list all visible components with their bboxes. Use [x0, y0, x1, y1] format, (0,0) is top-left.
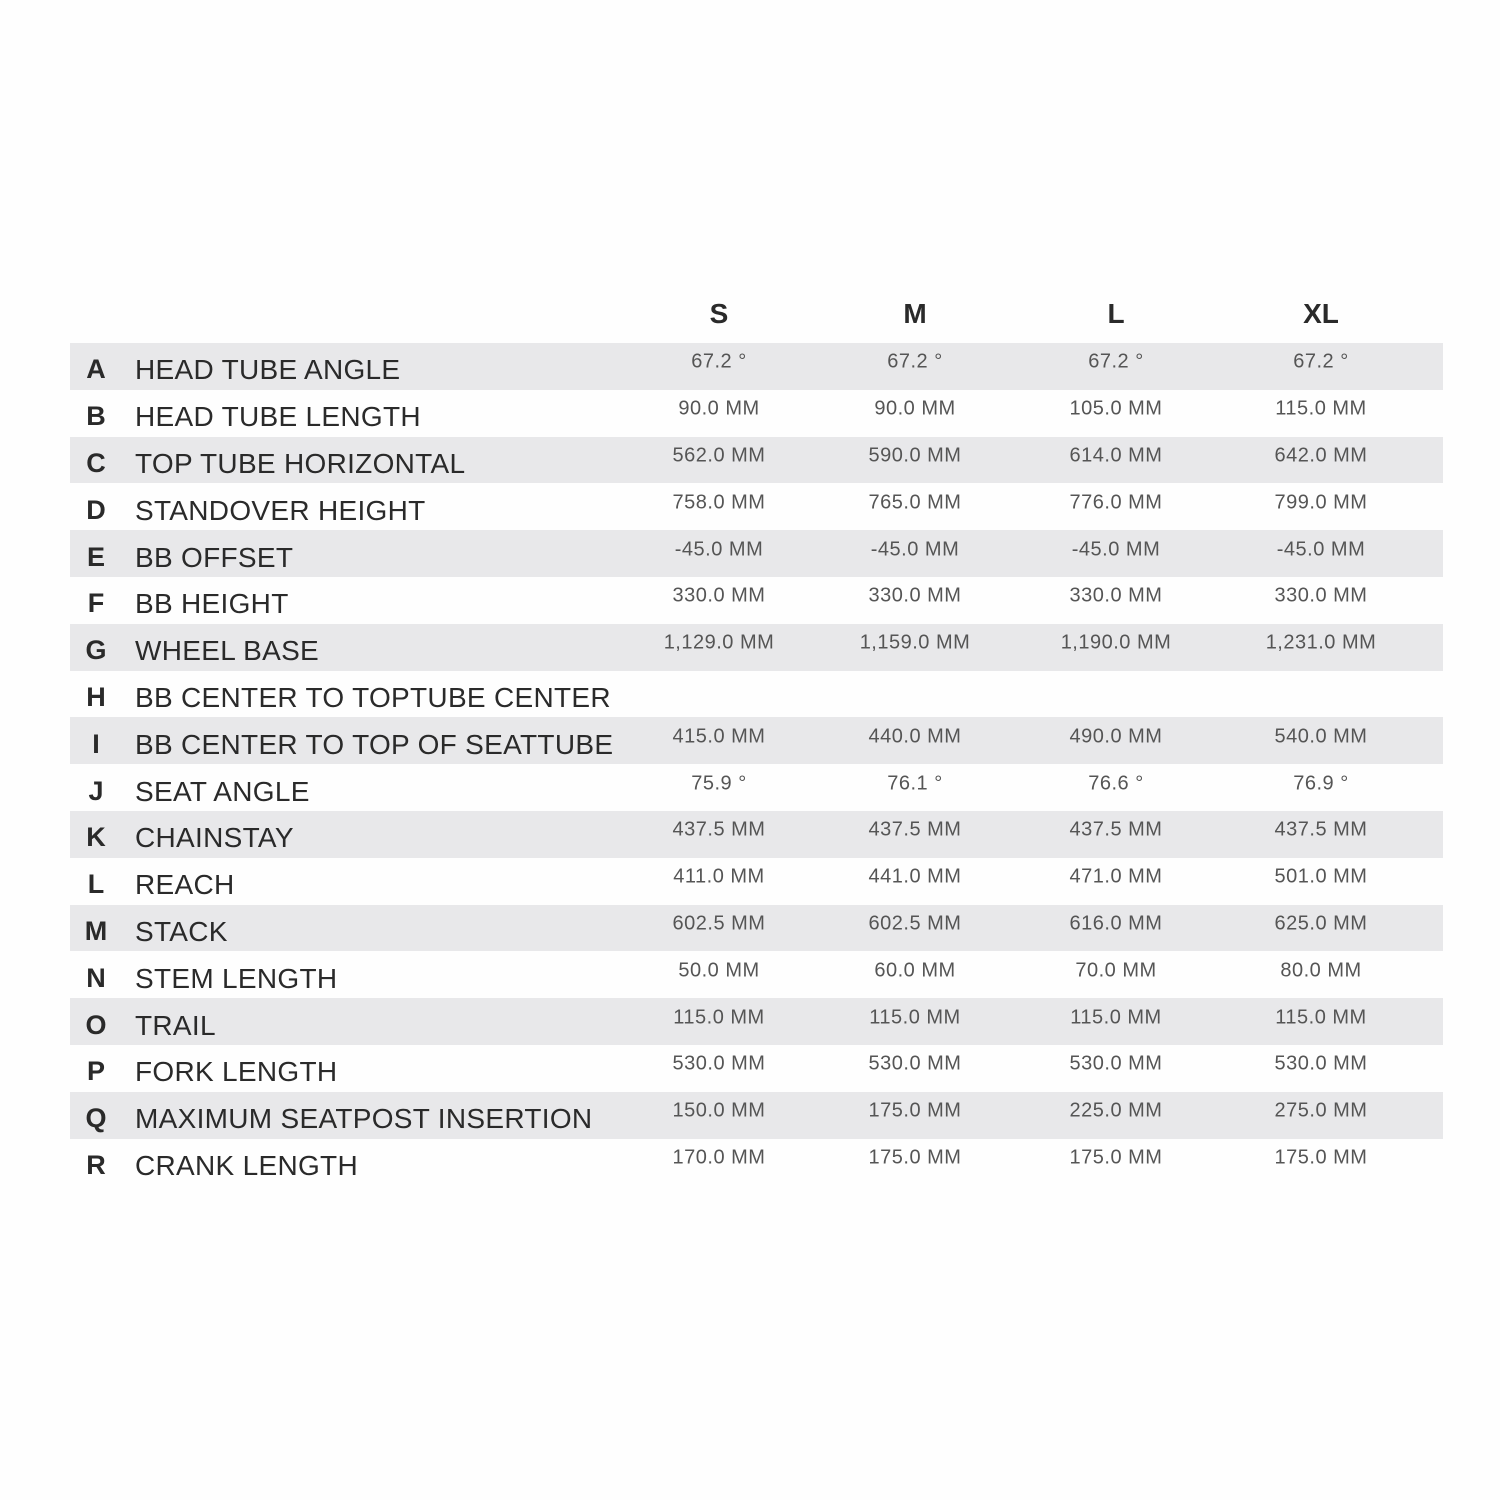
row-value-l: 490.0 MM [1069, 725, 1163, 748]
table-row [70, 343, 1443, 390]
row-label: REACH [135, 868, 235, 900]
row-value-l: 471.0 MM [1069, 865, 1163, 888]
row-value-xl: 330.0 MM [1274, 584, 1368, 607]
table-row [70, 811, 1443, 858]
row-value-xl: 799.0 MM [1274, 491, 1368, 514]
row-letter: N [86, 962, 106, 993]
row-letter: A [86, 354, 106, 385]
row-value-xl: 642.0 MM [1274, 444, 1368, 467]
row-value-s: 115.0 MM [673, 1005, 765, 1028]
row-letter: J [88, 775, 104, 806]
row-value-m: 175.0 MM [868, 1146, 962, 1169]
row-label: STEM LENGTH [135, 962, 338, 994]
row-letter: D [86, 495, 106, 526]
row-value-xl: 625.0 MM [1274, 912, 1368, 935]
geometry-table [70, 290, 1443, 1185]
row-letter: O [85, 1009, 107, 1040]
row-value-m: 530.0 MM [868, 1052, 962, 1075]
size-header-row [70, 290, 1443, 343]
row-value-xl: 67.2 ° [1293, 350, 1349, 373]
row-value-l: 67.2 ° [1088, 350, 1144, 373]
row-letter: G [85, 635, 107, 666]
row-letter: K [86, 822, 106, 853]
size-header-m: M [903, 298, 927, 329]
row-value-m: 175.0 MM [868, 1099, 962, 1122]
row-value-l: 70.0 MM [1075, 959, 1157, 982]
row-value-l: 776.0 MM [1069, 491, 1163, 514]
row-value-xl: 115.0 MM [1275, 1005, 1367, 1028]
row-value-l: 616.0 MM [1069, 912, 1163, 935]
row-value-s: 170.0 MM [672, 1146, 766, 1169]
row-label: BB CENTER TO TOPTUBE CENTER [135, 681, 611, 713]
row-letter: B [86, 401, 106, 432]
row-value-l: 614.0 MM [1069, 444, 1163, 467]
row-value-s: -45.0 MM [674, 537, 764, 560]
row-value-xl: 80.0 MM [1280, 959, 1362, 982]
row-value-m: 441.0 MM [868, 865, 962, 888]
row-label: CHAINSTAY [135, 822, 294, 854]
row-value-xl: 501.0 MM [1274, 865, 1368, 888]
row-value-s: 50.0 MM [678, 959, 760, 982]
row-value-s: 150.0 MM [672, 1099, 766, 1122]
table-row [70, 1092, 1443, 1139]
row-value-s: 437.5 MM [672, 818, 766, 841]
row-value-xl: 437.5 MM [1274, 818, 1368, 841]
row-value-s: 602.5 MM [672, 912, 766, 935]
row-value-l: 1,190.0 MM [1060, 631, 1172, 654]
table-row [70, 951, 1443, 998]
table-row [70, 858, 1443, 905]
row-value-l: 530.0 MM [1069, 1052, 1163, 1075]
row-value-xl: 76.9 ° [1293, 771, 1349, 794]
row-label: TRAIL [135, 1009, 216, 1041]
row-value-m: 602.5 MM [868, 912, 962, 935]
row-value-s: 1,129.0 MM [663, 631, 775, 654]
row-value-m: 115.0 MM [869, 1005, 961, 1028]
table-row [70, 1139, 1443, 1186]
row-value-l: 76.6 ° [1088, 771, 1144, 794]
row-value-s: 411.0 MM [673, 865, 765, 888]
size-header-s: S [709, 298, 729, 329]
row-value-l: 330.0 MM [1069, 584, 1163, 607]
table-row [70, 624, 1443, 671]
size-header-l: L [1107, 298, 1125, 329]
row-value-m: 590.0 MM [868, 444, 962, 467]
row-value-s: 75.9 ° [691, 771, 747, 794]
row-value-xl: -45.0 MM [1276, 537, 1366, 560]
table-row [70, 764, 1443, 811]
row-value-l: -45.0 MM [1071, 537, 1161, 560]
table-row [70, 1045, 1443, 1092]
row-letter: L [87, 869, 105, 900]
row-label: TOP TUBE HORIZONTAL [135, 447, 466, 479]
row-value-xl: 540.0 MM [1274, 725, 1368, 748]
row-label: WHEEL BASE [135, 635, 320, 667]
size-header-xl: XL [1303, 298, 1339, 329]
table-row [70, 530, 1443, 577]
row-label: SEAT ANGLE [135, 775, 310, 807]
row-value-m: 1,159.0 MM [859, 631, 971, 654]
row-letter: F [87, 588, 105, 619]
row-label: CRANK LENGTH [135, 1149, 358, 1181]
table-row [70, 483, 1443, 530]
table-row [70, 390, 1443, 437]
row-value-l: 225.0 MM [1069, 1099, 1163, 1122]
table-row [70, 998, 1443, 1045]
row-value-xl: 530.0 MM [1274, 1052, 1368, 1075]
row-label: BB OFFSET [135, 541, 294, 573]
row-letter: P [86, 1056, 105, 1087]
row-value-m: 437.5 MM [868, 818, 962, 841]
row-value-m: 330.0 MM [868, 584, 962, 607]
row-label: FORK LENGTH [135, 1056, 338, 1088]
row-label: BB HEIGHT [135, 588, 289, 620]
row-letter: C [86, 448, 106, 479]
row-value-m: 60.0 MM [874, 959, 956, 982]
row-value-s: 415.0 MM [672, 725, 766, 748]
row-value-l: 437.5 MM [1069, 818, 1163, 841]
row-letter: M [84, 916, 108, 947]
row-value-s: 758.0 MM [672, 491, 766, 514]
table-body [70, 343, 1443, 1185]
row-value-xl: 115.0 MM [1275, 397, 1367, 420]
table-row [70, 437, 1443, 484]
table-row [70, 671, 1443, 718]
row-value-s: 90.0 MM [678, 397, 760, 420]
row-label: HEAD TUBE ANGLE [135, 354, 401, 386]
row-value-s: 562.0 MM [672, 444, 766, 467]
row-value-xl: 175.0 MM [1274, 1146, 1368, 1169]
row-letter: R [86, 1150, 106, 1181]
row-value-m: 90.0 MM [874, 397, 956, 420]
row-letter: Q [85, 1103, 107, 1134]
row-value-m: -45.0 MM [870, 537, 960, 560]
table-row [70, 905, 1443, 952]
row-value-m: 67.2 ° [887, 350, 943, 373]
row-value-m: 765.0 MM [868, 491, 962, 514]
row-label: STANDOVER HEIGHT [135, 494, 426, 526]
row-value-s: 530.0 MM [672, 1052, 766, 1075]
row-value-l: 105.0 MM [1069, 397, 1163, 420]
row-label: STACK [135, 915, 228, 947]
row-letter: I [92, 728, 100, 759]
row-value-s: 67.2 ° [691, 350, 747, 373]
row-letter: E [86, 541, 105, 572]
row-label: BB CENTER TO TOP OF SEATTUBE [135, 728, 614, 760]
row-label: HEAD TUBE LENGTH [135, 401, 421, 433]
row-value-l: 175.0 MM [1069, 1146, 1163, 1169]
table-row [70, 577, 1443, 624]
row-letter: H [86, 682, 106, 713]
table-row [70, 717, 1443, 764]
row-value-xl: 1,231.0 MM [1265, 631, 1377, 654]
row-value-l: 115.0 MM [1070, 1005, 1162, 1028]
row-value-m: 76.1 ° [887, 771, 943, 794]
row-label: MAXIMUM SEATPOST INSERTION [135, 1102, 593, 1134]
row-value-s: 330.0 MM [672, 584, 766, 607]
row-value-m: 440.0 MM [868, 725, 962, 748]
row-value-xl: 275.0 MM [1274, 1099, 1368, 1122]
